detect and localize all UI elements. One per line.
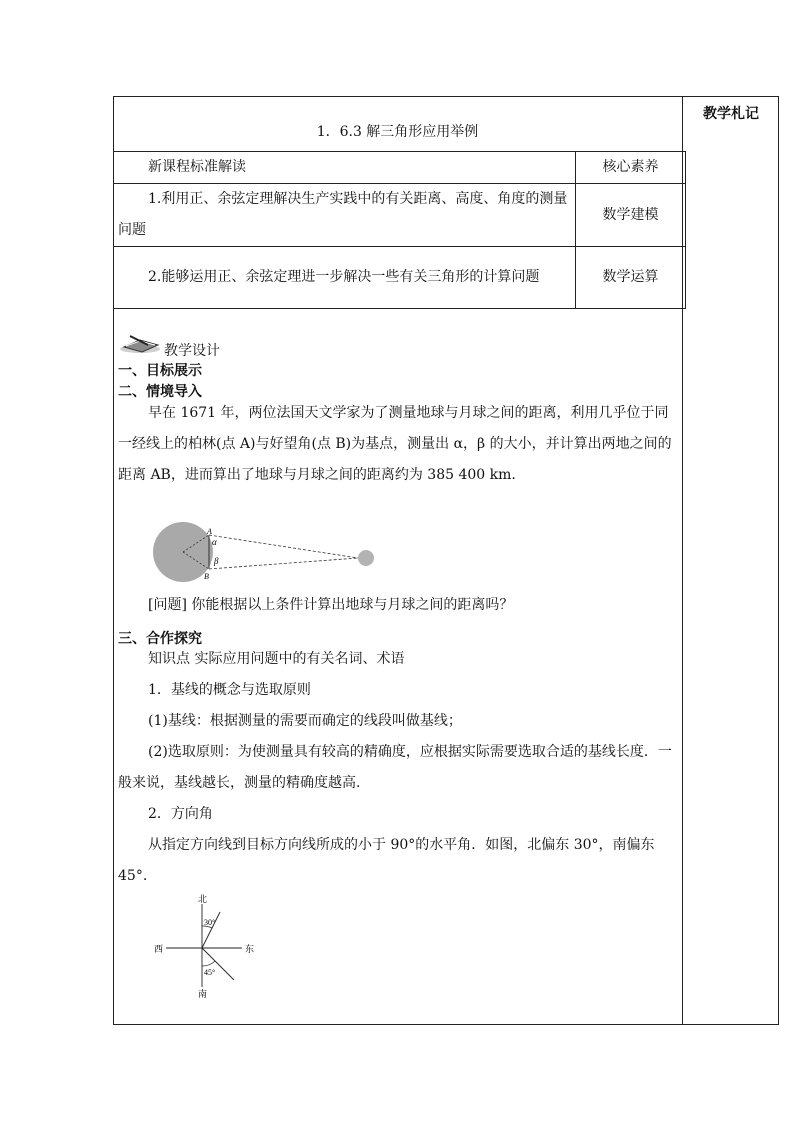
lesson-title: 1．6.3 解三角形应用举例: [316, 124, 479, 140]
notes-column-title: 教学札记: [703, 106, 759, 122]
point-b-label: B: [204, 572, 209, 581]
beta-label: β: [214, 556, 219, 566]
standards-row: [114, 184, 686, 247]
standard-requirement: 2.能够运用正、余弦定理进一步解决一些有关三角形的计算问题: [114, 247, 576, 309]
earth-moon-figure: [150, 520, 380, 586]
intro-question: [问题] 你能根据以上条件计算出地球与月球之间的距离吗？: [148, 597, 514, 613]
angle-45-label: 45°: [204, 968, 216, 977]
standards-row: [114, 247, 686, 309]
knowledge-topic: 知识点 实际应用问题中的有关名词、术语: [148, 651, 405, 667]
book-pen-icon: [118, 333, 164, 355]
section-context-heading: 二、情境导入: [118, 384, 202, 400]
section-explore-heading: 三、合作探究: [118, 631, 202, 647]
intro-paragraph: 早在 1671 年，两位法国天文学家为了测量地球与月球之间的距离，利用几乎位于同一经线上的柏林(点 A)与好望角(点 B)为基点，测量出 α，β 的大小，并计算出两地之间的距离 AB，进而算出了地球与月球之间的距离约为 385 400 km.: [118, 405, 672, 483]
standard-literacy: 数学运算: [576, 247, 686, 309]
east-label: 东: [245, 944, 255, 954]
baseline-heading: 1．基线的概念与选取原则: [148, 682, 311, 698]
direction-angle-definition: 从指定方向线到目标方向线所成的小于 90°的水平角．如图，北偏东 30°，南偏东 45°.: [118, 837, 655, 884]
section-goal-heading: 一、目标展示: [118, 363, 202, 379]
standard-literacy: 数学建模: [576, 184, 686, 247]
point-a-label: A: [207, 527, 212, 536]
standards-header-row: [114, 152, 686, 184]
moon-circle: [358, 550, 374, 566]
direction-angle-figure: [150, 892, 260, 1002]
angle-30-label: 30°: [204, 918, 216, 927]
west-label: 西: [154, 944, 164, 954]
direction-angle-heading: 2．方向角: [148, 806, 213, 822]
baseline-principle: (2)选取原则：为使测量具有较高的精确度，应根据实际需要选取合适的基线长度．一般来说，基线越长，测量的精确度越高.: [118, 744, 672, 791]
baseline-definition: (1)基线：根据测量的需要而确定的线段叫做基线；: [148, 713, 462, 729]
standard-requirement: 1.利用正、余弦定理解决生产实践中的有关距离、高度、角度的测量问题: [114, 184, 576, 247]
south-label: 南: [198, 989, 208, 999]
alpha-label: α: [212, 537, 217, 547]
standards-header-right: 核心素养: [576, 152, 686, 184]
standards-table: [113, 151, 686, 309]
standards-header-left: 新课程标准解读: [114, 152, 576, 184]
teaching-design-label: 教学设计: [164, 343, 220, 359]
north-label: 北: [198, 894, 208, 904]
